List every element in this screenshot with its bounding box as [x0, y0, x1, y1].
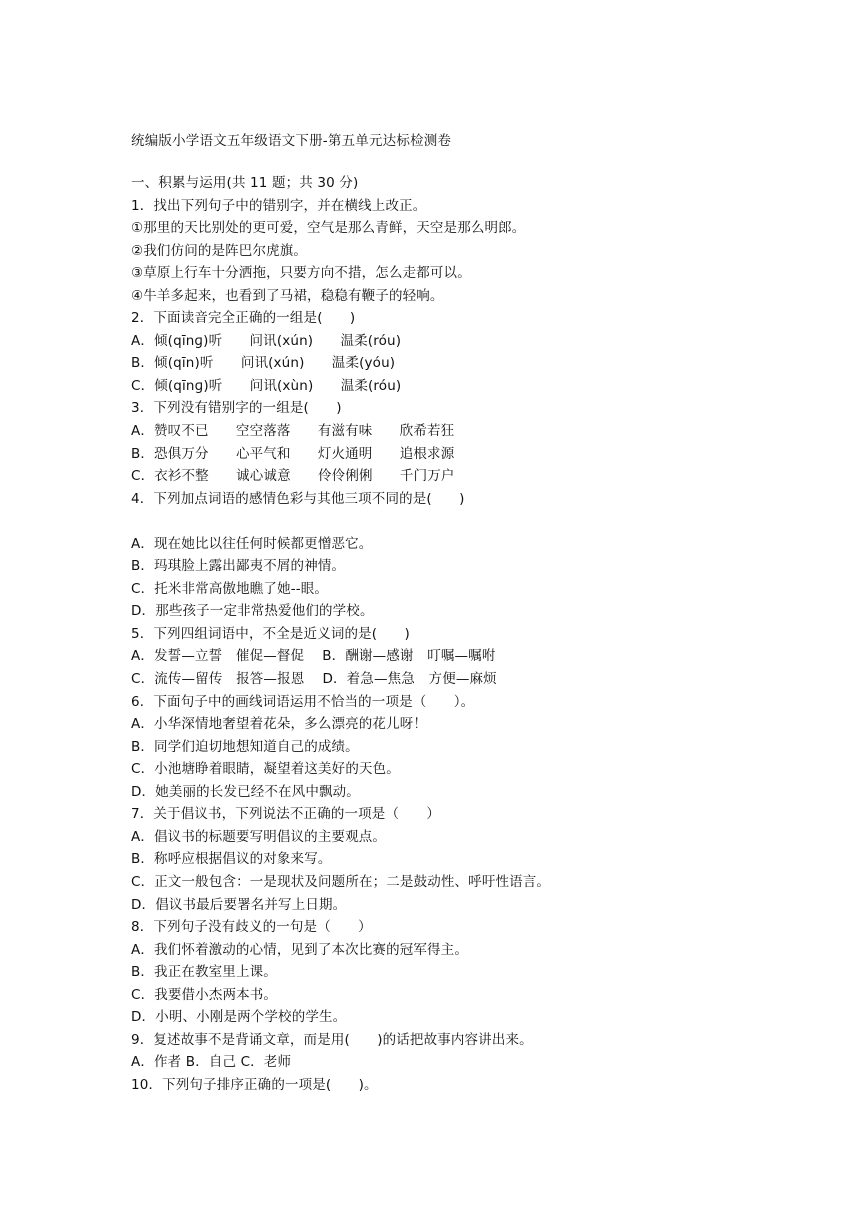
text-line: C．正文一般包含：一是现状及问题所在；二是鼓动性、呼吁性语言。 — [131, 873, 551, 890]
text-line: C．小池塘睁着眼睛，凝望着这美好的天色。 — [131, 761, 400, 778]
text-line: ②我们仿问的是阵巴尔虎旗。 — [131, 242, 308, 259]
text-line: C．衣衫不整 诚心诚意 伶伶俐俐 千门万户 — [131, 468, 455, 485]
text-line: C．托米非常高傲地瞧了她--眼。 — [131, 580, 329, 597]
text-line: A．作者 B．自己 C．老师 — [131, 1054, 292, 1071]
text-line: A．我们怀着激动的心情，见到了本次比赛的冠军得主。 — [131, 941, 468, 958]
text-line: D．小明、小刚是两个学校的学生。 — [131, 1009, 347, 1026]
text-line: D．那些孩子一定非常热爱他们的学校。 — [131, 603, 374, 620]
text-line: B．倾(qīn)听 问讯(xún) 温柔(yóu) — [131, 355, 396, 372]
text-line: ①那里的天比别处的更可爱，空气是那么青鲜，天空是那么明郎。 — [131, 220, 526, 237]
document-body — [131, 172, 831, 1096]
text-line: B．我正在教室里上课。 — [131, 964, 277, 981]
text-line: D．倡议书最后要署名并写上日期。 — [131, 896, 347, 913]
question-group-4-10 — [131, 533, 831, 1097]
text-line: 6．下面句子中的画线词语运用不恰当的一项是（ ）。 — [131, 693, 475, 710]
text-line: B．恐俱万分 心平气和 灯火通明 追根求源 — [131, 445, 455, 462]
text-line: 3．下列没有错别字的一组是( ) — [131, 400, 342, 417]
text-line: 4．下列加点词语的感情色彩与其他三项不同的是( ) — [131, 490, 465, 507]
text-line: B．称呼应根据倡议的对象来写。 — [131, 851, 332, 868]
text-line: 1．找出下列句子中的错别字，并在横线上改正。 — [131, 197, 427, 214]
text-line: 2．下面读音完全正确的一组是( ) — [131, 310, 356, 327]
text-line: 一、积累与运用(共 11 题；共 30 分) — [131, 175, 359, 191]
text-line: A．倾(qīnɡ)听 问讯(xún) 温柔(róu) — [131, 332, 402, 349]
question-group-1-4 — [131, 172, 831, 510]
text-line: B．同学们迫切地想知道自己的成绩。 — [131, 738, 359, 755]
text-line: A．现在她比以往任何时候都更憎恶它。 — [131, 535, 373, 552]
text-line: C．倾(qīnɡ)听 问讯(xùn) 温柔(róu) — [131, 377, 402, 394]
text-line: D．她美丽的长发已经不在风中飘动。 — [131, 783, 360, 800]
text-line: 10．下列句子排序正确的一项是( )。 — [131, 1076, 378, 1093]
text-line: C．我要借小杰两本书。 — [131, 986, 278, 1003]
text-line: 5．下列四组词语中，不全是近义词的是( ) — [131, 625, 410, 642]
text-line: 9．复述故事不是背诵文章，而是用( )的话把故事内容讲出来。 — [131, 1031, 533, 1048]
text-line: C．流传—留传 报答—报恩 D．着急—焦急 方便—麻烦 — [131, 671, 497, 688]
text-line: 7．关于倡议书，下列说法不正确的一项是（ ） — [131, 806, 441, 823]
text-line: A．小华深情地奢望着花朵，多么漂亮的花儿呀！ — [131, 716, 428, 733]
text-line: A．发誓—立誓 催促—督促 B．酬谢—感谢 叮嘱—嘱咐 — [131, 648, 496, 665]
text-line: 8．下列句子没有歧义的一句是（ ） — [131, 919, 372, 936]
text-line: ④牛羊多起来，也看到了马裙，稳稳有鞭子的轻响。 — [131, 287, 444, 304]
blank-line — [131, 510, 831, 533]
text-line: A．倡议书的标题要写明倡议的主要观点。 — [131, 828, 387, 845]
text-line: A．赞叹不已 空空落落 有滋有味 欣希若狂 — [131, 423, 455, 440]
text-line: ③草原上行车十分洒拖，只要方向不措，怎么走都可以。 — [131, 265, 471, 282]
text-line: B．玛琪脸上露出鄙夷不屑的神情。 — [131, 558, 346, 575]
document-title: 统编版小学语文五年级语文下册-第五单元达标检测卷 — [131, 133, 452, 149]
